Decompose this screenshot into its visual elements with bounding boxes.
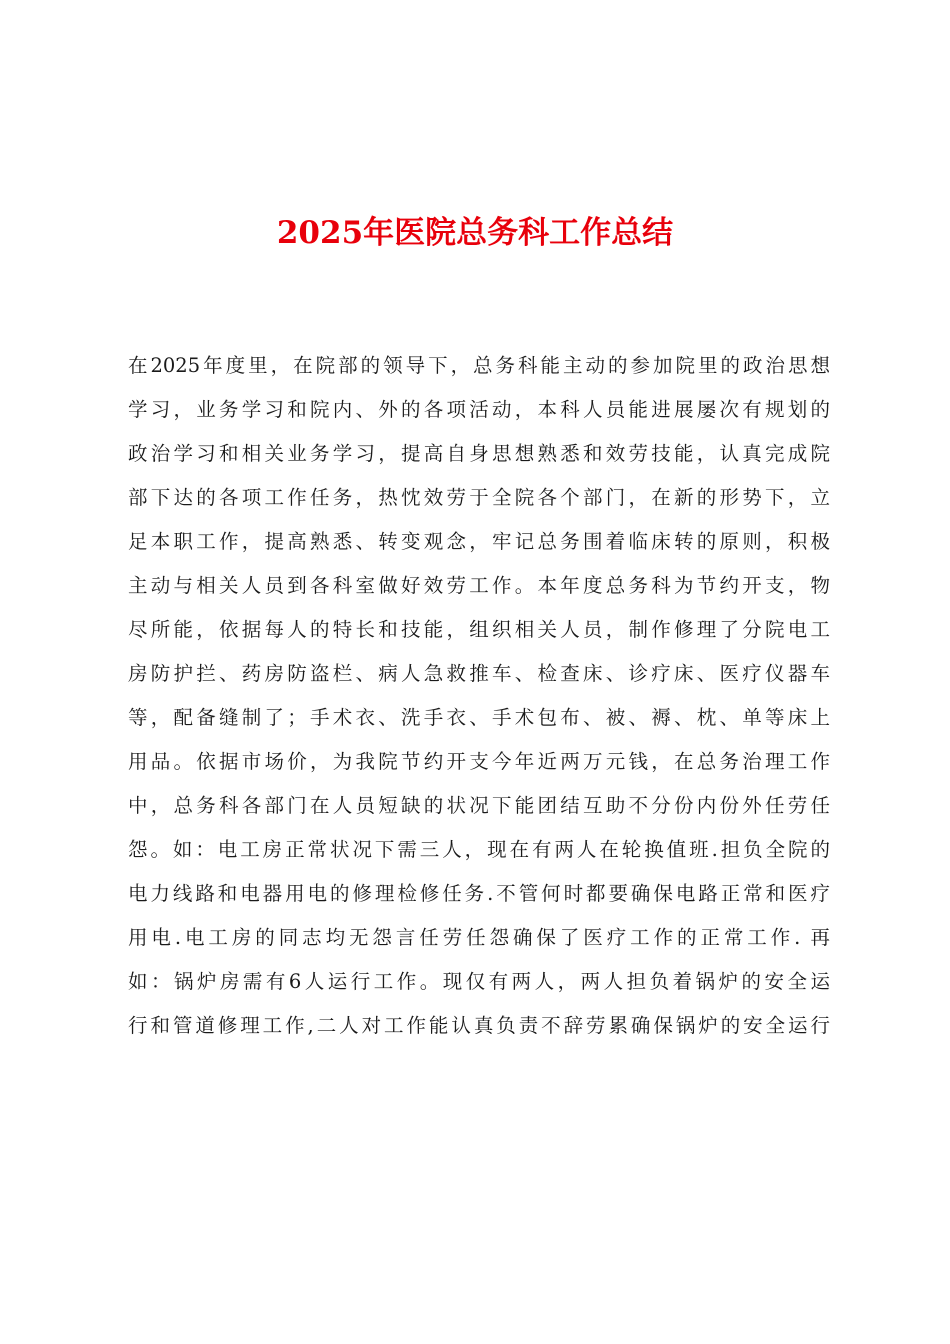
body-line-8: 房防护拦、药房防盗栏、病人急救推车、检查床、诊疗床、医疗仪器车 [128,662,830,685]
body-line-11: 中，总务科各部门在人员短缺的状况下能团结互助不分份内份外任劳任 [128,794,830,817]
body-line-9: 等，配备缝制了；手术衣、洗手衣、手术包布、被、褥、枕、单等床上 [128,706,830,729]
body-line-1: 在2025年度里，在院部的领导下，总务科能主动的参加院里的政治思想 [128,354,830,377]
body-line-16: 行和管道修理工作,二人对工作能认真负责不辞劳累确保锅炉的安全运行 [128,1014,830,1037]
document-body [128,344,830,1048]
body-line-12: 怨。如：电工房正常状况下需三人，现在有两人在轮换值班.担负全院的 [128,838,830,861]
body-line-6: 主动与相关人员到各科室做好效劳工作。本年度总务科为节约开支，物 [128,574,830,597]
body-line-10: 用品。依据市场价，为我院节约开支今年近两万元钱，在总务治理工作 [128,750,830,773]
body-line-14: 用电.电工房的同志均无怨言任劳任怨确保了医疗工作的正常工作. 再 [128,926,830,949]
body-line-3: 政治学习和相关业务学习，提高自身思想熟悉和效劳技能，认真完成院 [128,442,830,465]
body-line-13: 电力线路和电器用电的修理检修任务.不管何时都要确保电路正常和医疗 [128,882,830,905]
body-line-7: 尽所能，依据每人的特长和技能，组织相关人员，制作修理了分院电工 [128,618,830,641]
body-line-4: 部下达的各项工作任务，热忱效劳于全院各个部门，在新的形势下，立 [128,486,830,509]
document-title: 2025年医院总务科工作总结 [276,215,674,251]
body-line-15: 如：锅炉房需有6人运行工作。现仅有两人，两人担负着锅炉的安全运 [128,970,830,993]
body-line-5: 足本职工作，提高熟悉、转变观念，牢记总务围着临床转的原则，积极 [128,530,830,553]
body-line-2: 学习，业务学习和院内、外的各项活动，本科人员能进展屡次有规划的 [128,398,830,421]
